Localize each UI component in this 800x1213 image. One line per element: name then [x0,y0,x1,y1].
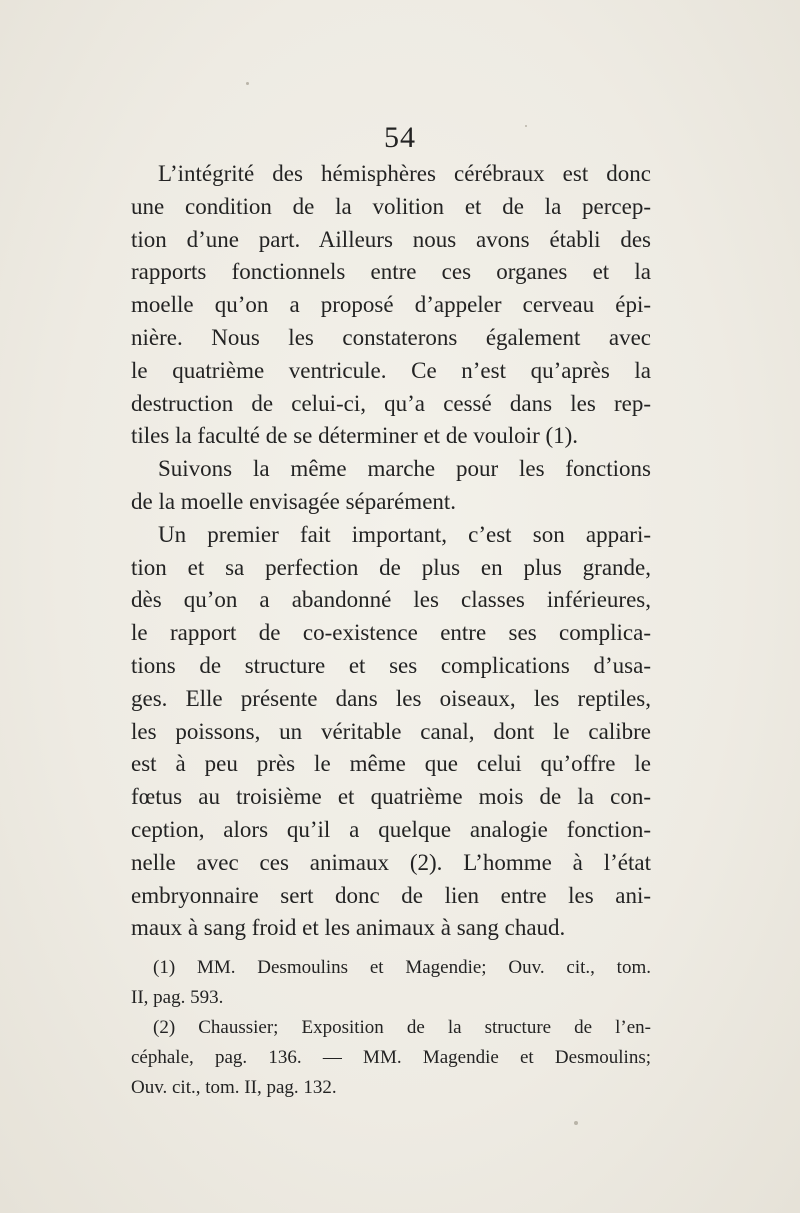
text-line: le quatrième ventricule. Ce n’est qu’après la [131,357,651,383]
text-line: ception, alors qu’il a quelque analogie fonction- [131,816,651,842]
text-line: nière. Nous les constaterons également avec [131,324,651,350]
footnote-line: céphale, pag. 136. — MM. Magendie et Desmoulins; [131,1047,651,1068]
text-line: destruction de celui-ci, qu’a cessé dans les rep- [131,390,651,416]
text-line: ges. Elle présente dans les oiseaux, les reptiles, [131,685,651,711]
text-line: de la moelle envisagée séparément. [131,488,457,514]
footnote-line: Ouv. cit., tom. II, pag. 132. [131,1077,337,1098]
footnote-line: (2) Chaussier; Exposition de la structure de l’en- [153,1017,651,1038]
paper-speck [574,1121,578,1125]
text-line: tiles la faculté de se déterminer et de vouloir (1). [131,423,579,449]
text-line: une condition de la volition et de la percep- [131,193,651,219]
text-line: est à peu près le même que celui qu’offre le [131,751,651,777]
text-line: dès qu’on a abandonné les classes inférieures, [131,587,651,613]
text-line: tion et sa perfection de plus en plus grande, [131,554,651,580]
text-line: Suivons la même marche pour les fonctions [158,456,651,482]
text-line: rapports fonctionnels entre ces organes et la [131,259,651,285]
text-line: Un premier fait important, c’est son appari- [158,521,651,547]
paper-speck [246,82,249,85]
text-line: maux à sang froid et les animaux à sang chaud. [131,915,566,941]
footnote-line: II, pag. 593. [131,987,224,1008]
footnote-line: (1) MM. Desmoulins et Magendie; Ouv. cit., tom. [153,957,651,978]
text-line: fœtus au troisième et quatrième mois de la con- [131,784,651,810]
text-line: L’intégrité des hémisphères cérébraux est donc [158,161,651,186]
text-line: tion d’une part. Ailleurs nous avons établi des [131,226,651,252]
text-line: embryonnaire sert donc de lien entre les ani- [131,882,651,908]
text-line: moelle qu’on a proposé d’appeler cerveau épi- [131,292,651,318]
page-number: 54 [384,121,416,154]
body-text [131,158,651,945]
text-line: les poissons, un véritable canal, dont le calibre [131,718,651,744]
text-line: tions de structure et ses complications d’usa- [131,652,651,678]
text-line: nelle avec ces animaux (2). L’homme à l’état [131,849,651,875]
footnotes [131,953,651,1103]
text-line: le rapport de co-existence entre ses complica- [131,620,651,646]
